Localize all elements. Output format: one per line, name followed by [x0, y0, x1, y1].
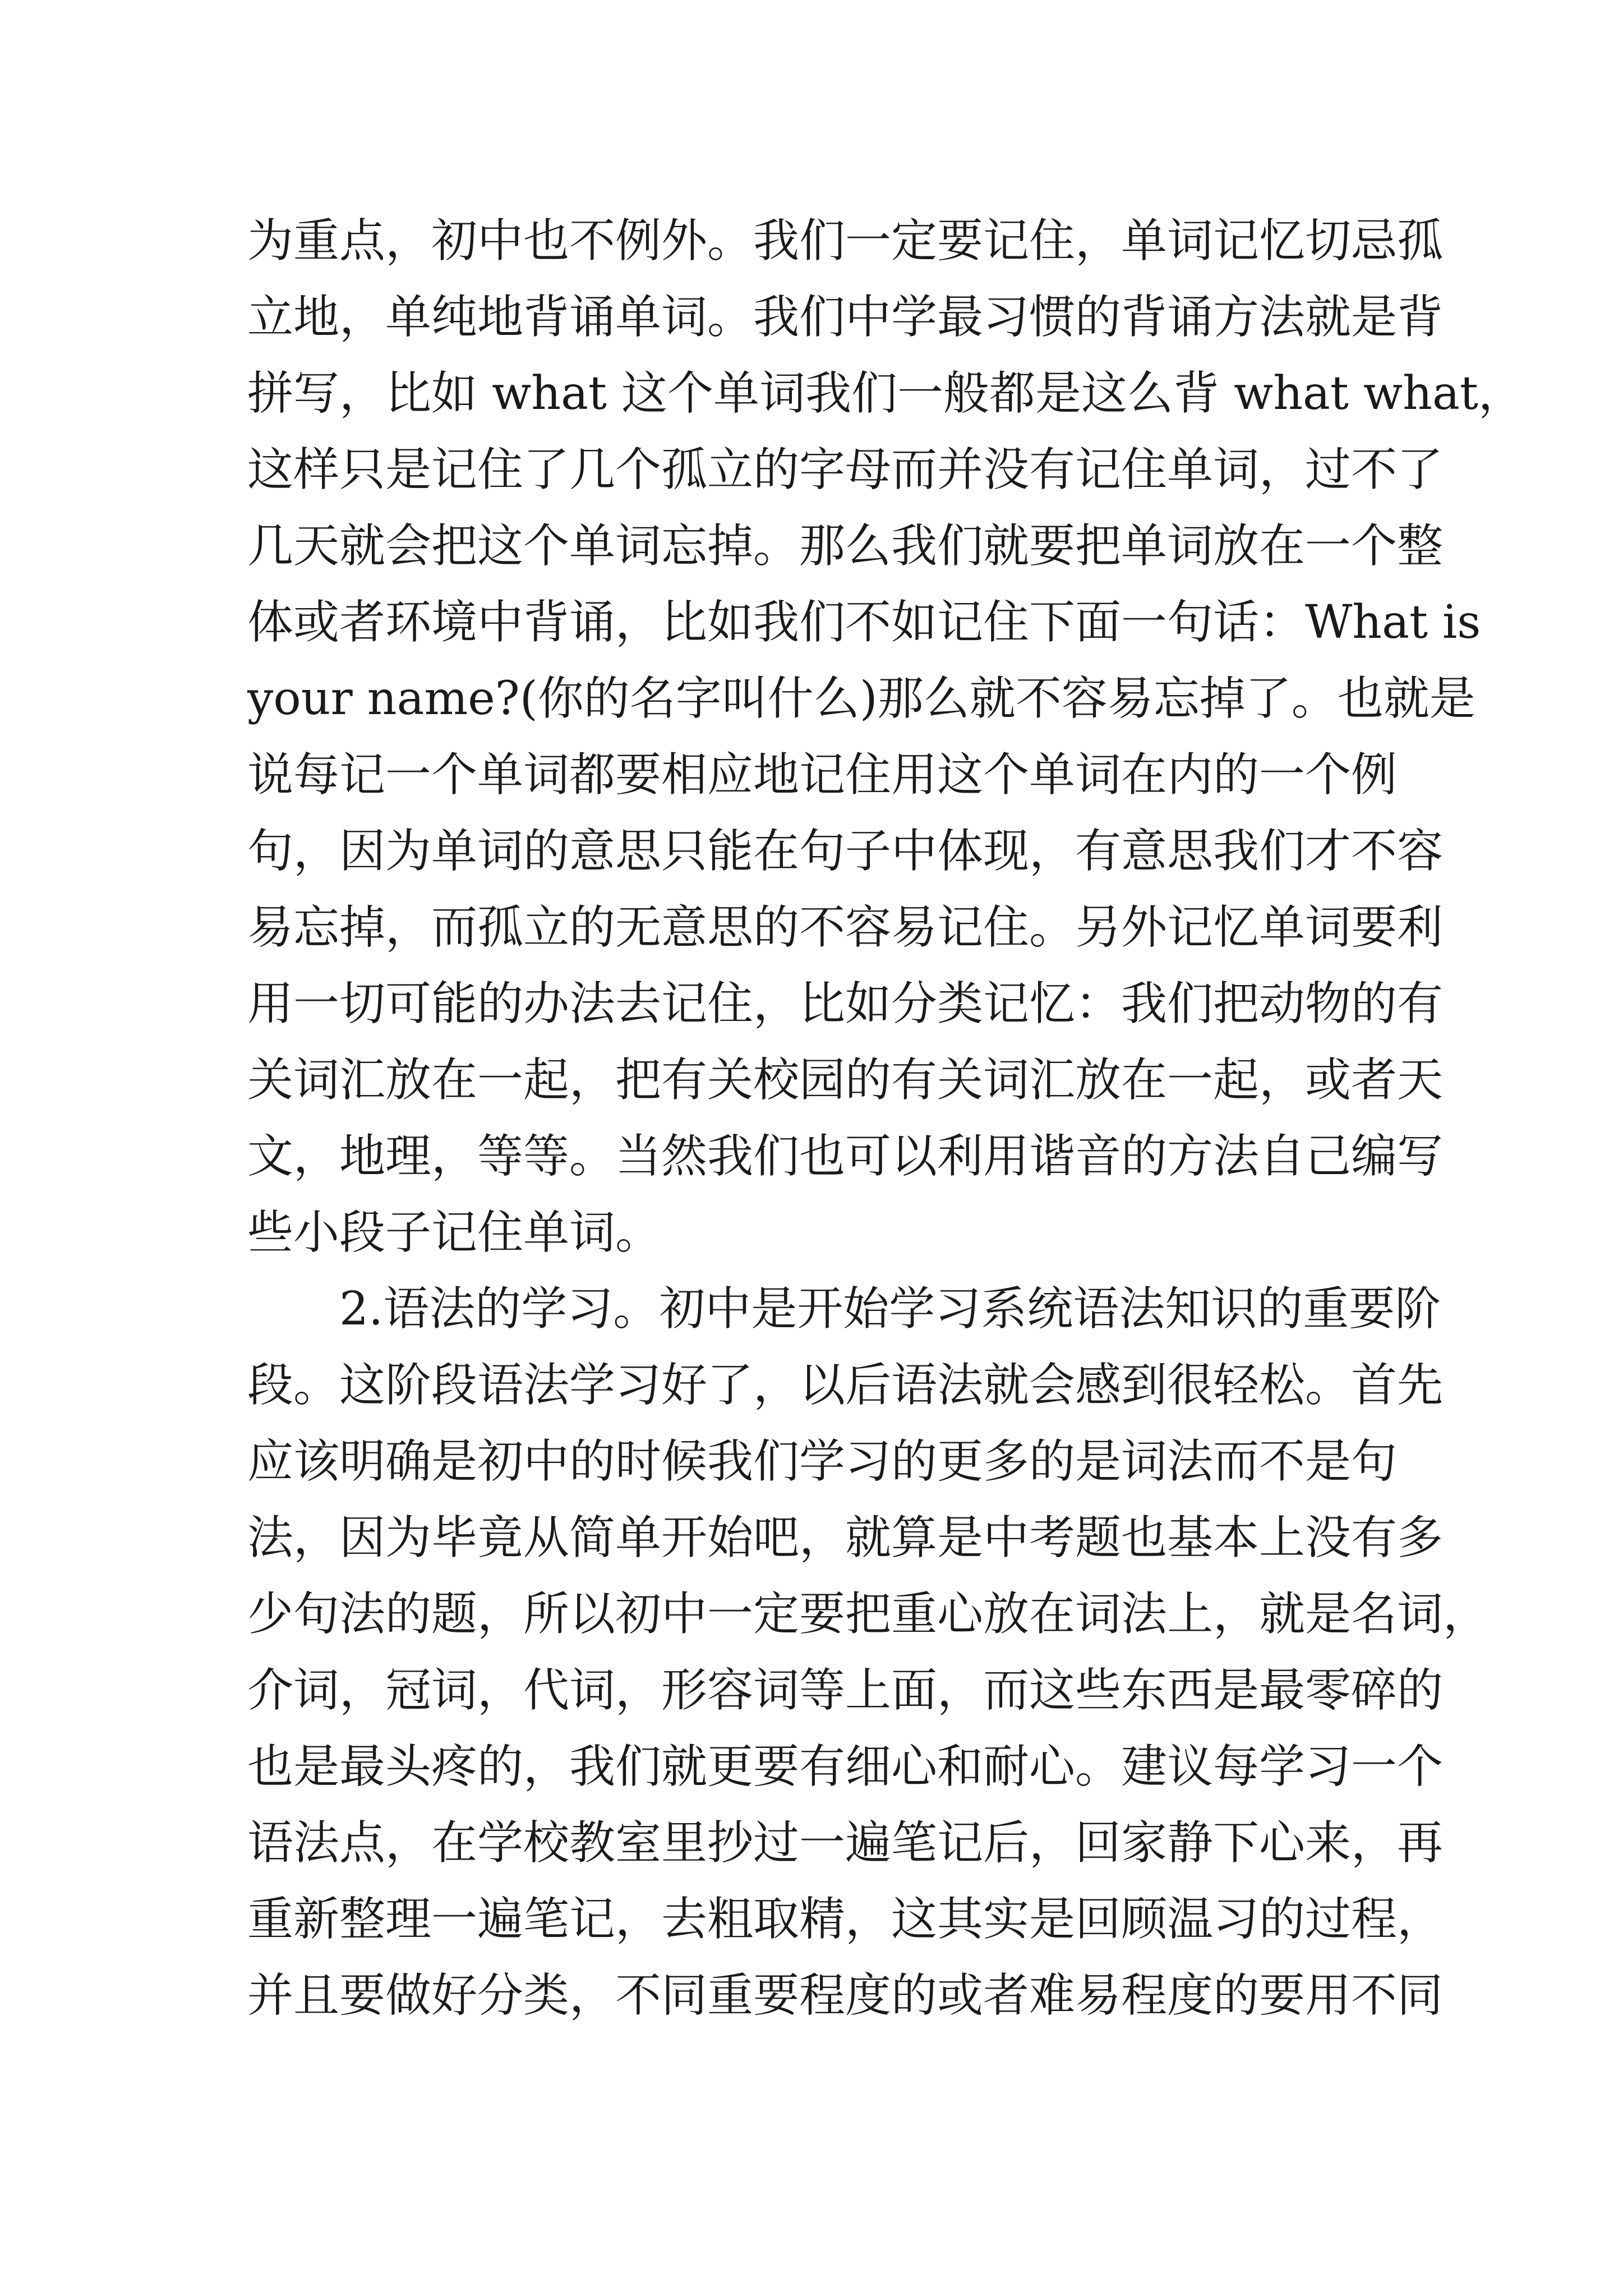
text-line: 语法点，在学校教室里抄过一遍笔记后，回家静下心来，再 [247, 1816, 1444, 1870]
text-line: 句，因为单词的意思只能在句子中体现，有意思我们才不容 [247, 825, 1444, 878]
text-line: 介词，冠词，代词，形容词等上面，而这些东西是最零碎的 [247, 1664, 1444, 1717]
text-line: 段。这阶段语法学习好了，以后语法就会感到很轻松。首先 [247, 1359, 1444, 1412]
text-line: 少句法的题，所以初中一定要把重心放在词法上，就是名词， [247, 1588, 1490, 1641]
text-line: 这样只是记住了几个孤立的字母而并没有记住单词，过不了 [247, 443, 1444, 496]
text-line: 拼写，比如 what 这个单词我们一般都是这么背 what what， [247, 367, 1524, 420]
text-line: 几天就会把这个单词忘掉。那么我们就要把单词放在一个整 [247, 519, 1444, 573]
text-line: 应该明确是初中的时候我们学习的更多的是词法而不是句 [247, 1435, 1398, 1488]
text-line: 重新整理一遍笔记，去粗取精，这其实是回顾温习的过程， [247, 1893, 1444, 1946]
text-line: 立地，单纯地背诵单词。我们中学最习惯的背诵方法就是背 [247, 291, 1444, 344]
text-line: 些小段子记住单词。 [247, 1206, 662, 1259]
text-line: 并且要做好分类，不同重要程度的或者难易程度的要用不同 [247, 1969, 1444, 2022]
text-line: 文，地理，等等。当然我们也可以利用谐音的方法自己编写 [247, 1130, 1444, 1183]
text-line: 法，因为毕竟从简单开始吧，就算是中考题也基本上没有多 [247, 1511, 1444, 1565]
text-line: your name?(你的名字叫什么)那么就不容易忘掉了。也就是 [247, 672, 1476, 725]
text-line: 体或者环境中背诵，比如我们不如记住下面一句话：What is [247, 596, 1481, 649]
text-line: 为重点，初中也不例外。我们一定要记住，单词记忆切忌孤 [247, 214, 1444, 268]
text-line: 说每记一个单词都要相应地记住用这个单词在内的一个例 [247, 748, 1398, 802]
text-line: 2.语法的学习。初中是开始学习系统语法知识的重要阶 [339, 1282, 1441, 1336]
text-line: 易忘掉，而孤立的无意思的不容易记住。另外记忆单词要利 [247, 901, 1444, 954]
text-line: 关词汇放在一起，把有关校园的有关词汇放在一起，或者天 [247, 1053, 1444, 1107]
paragraph-grammar [247, 1271, 1490, 2034]
text-line: 用一切可能的办法去记住，比如分类记忆：我们把动物的有 [247, 977, 1444, 1030]
text-line: 也是最头疼的，我们就更要有细心和耐心。建议每学习一个 [247, 1740, 1444, 1793]
body-text [247, 203, 1524, 2034]
paragraph-vocabulary [247, 203, 1524, 1271]
